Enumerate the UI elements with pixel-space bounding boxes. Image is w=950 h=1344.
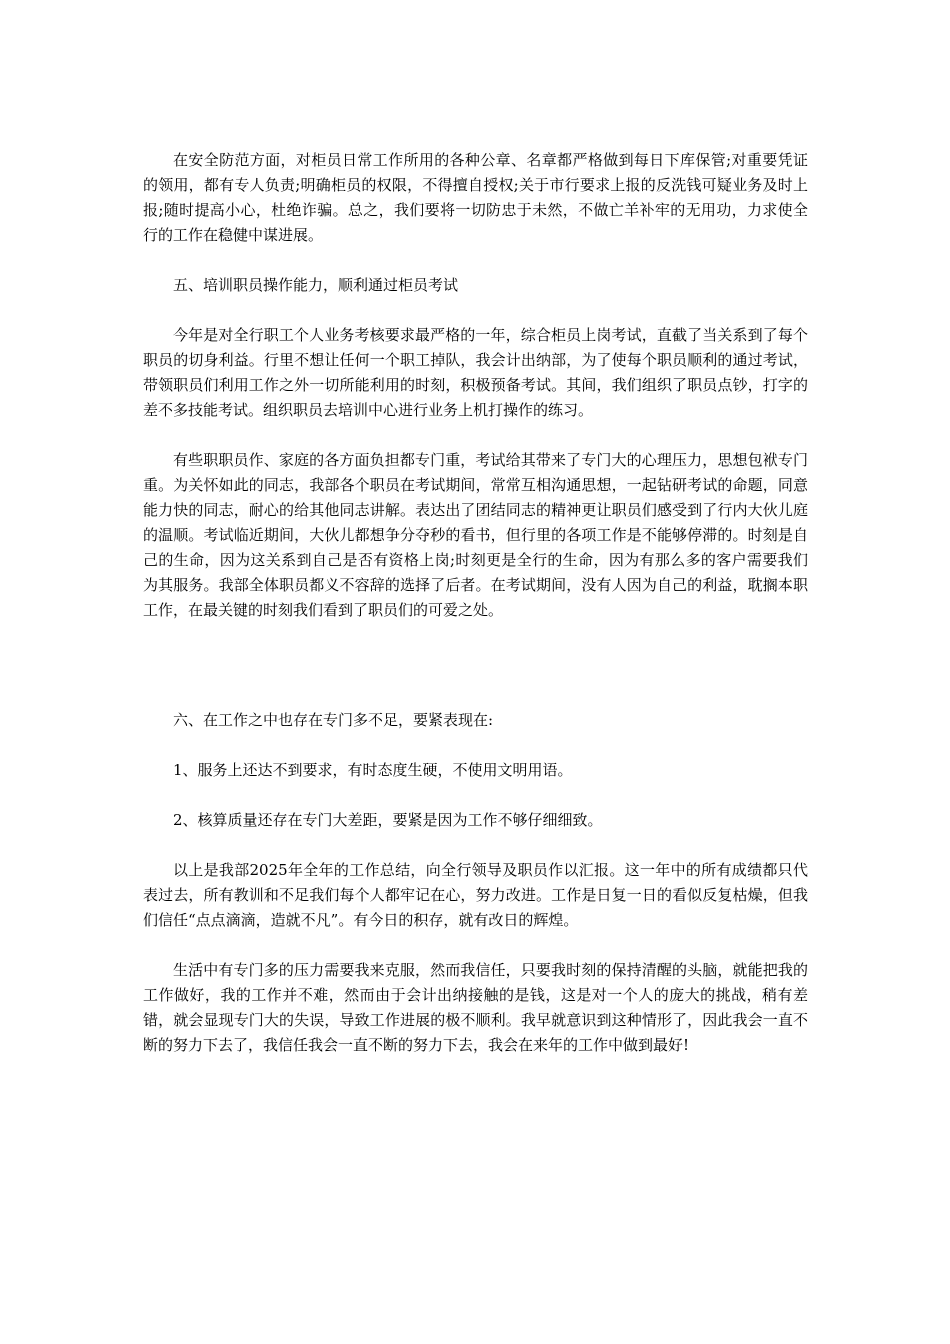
paragraph-security: 在安全防范方面，对柜员日常工作所用的各种公章、名章都严格做到每日下库保管;对重要凭证的领用，都有专人负责;明确柜员的权限，不得擅自授权;关于市行要求上报的反洗钱可疑业务及时上报;随时提高小心，杜绝诈骗。总之，我们要将一切防忠于未然，不做亡羊补牢的无用功，力求使全行的工作在稳健中谋进展。: [143, 151, 808, 244]
paragraph-exam-requirements: 今年是对全行职工个人业务考核要求最严格的一年，综合柜员上岗考试，直截了当关系到了每个职员的切身利益。行里不想让任何一个职工掉队，我会计出纳部，为了使每个职员顺利的通过考试，带领职员们利用工作之外一切所能利用的时刻，积极预备考试。其间，我们组织了职员点钞，打字的差不多技能考试。组织职员去培训中心进行业务上机打操作的练习。: [143, 326, 808, 419]
paragraph-closing: 生活中有专门多的压力需要我来克服，然而我信任，只要我时刻的保持清醒的头脑，就能把我的工作做好，我的工作并不难，然而由于会计出纳接触的是钱，这是对一个人的庞大的挑战，稍有差错，就会显现专门大的失误，导致工作进展的极不顺利。我早就意识到这种情形了，因此我会一直不断的努力下去了，我信任我会一直不断的努力下去，我会在来年的工作中做到最好!: [143, 961, 808, 1054]
section-heading-training: 五、培训职员操作能力，顺利通过柜员考试: [173, 276, 459, 294]
paragraph-staff-support: 有些职职员作、家庭的各方面负担都专门重，考试给其带来了专门大的心理压力，思想包袱专门重。为关怀如此的同志，我部各个职员在考试期间，常常互相沟通思想，一起钻研考试的命题，同意能力快的同志，耐心的给其他同志讲解。表达出了团结同志的精神更让职员们感受到了行内大伙儿庭的温顺。考试临近期间，大伙儿都想争分夺秒的看书，但行里的各项工作是不能够停滞的。时刻是自己的生命，因为这关系到自己是否有资格上岗;时刻更是全行的生命，因为有那么多的客户需要我们为其服务。我部全体职员都义不容辞的选择了后者。在考试期间，没有人因为自己的利益，耽搁本职工作，在最关键的时刻我们看到了职员们的可爱之处。: [143, 451, 808, 619]
paragraph-summary: 以上是我部2025年全年的工作总结，向全行领导及职员作以汇报。这一年中的所有成绩都只代表过去，所有教训和不足我们每个人都牢记在心，努力改进。工作是日复一日的看似反复枯燥，但我们信任“点点滴滴，造就不凡”。有今日的积存，就有改日的辉煌。: [143, 861, 808, 929]
document-body: [143, 148, 808, 1083]
section-spacer: [143, 648, 808, 708]
list-item-accounting-quality: 2、核算质量还存在专门大差距，要紧是因为工作不够仔细细致。: [173, 811, 603, 829]
list-item-service: 1、服务上还达不到要求，有时态度生硬，不使用文明用语。: [173, 761, 573, 779]
section-heading-shortcomings: 六、在工作之中也存在专门多不足，要紧表现在:: [173, 711, 494, 729]
